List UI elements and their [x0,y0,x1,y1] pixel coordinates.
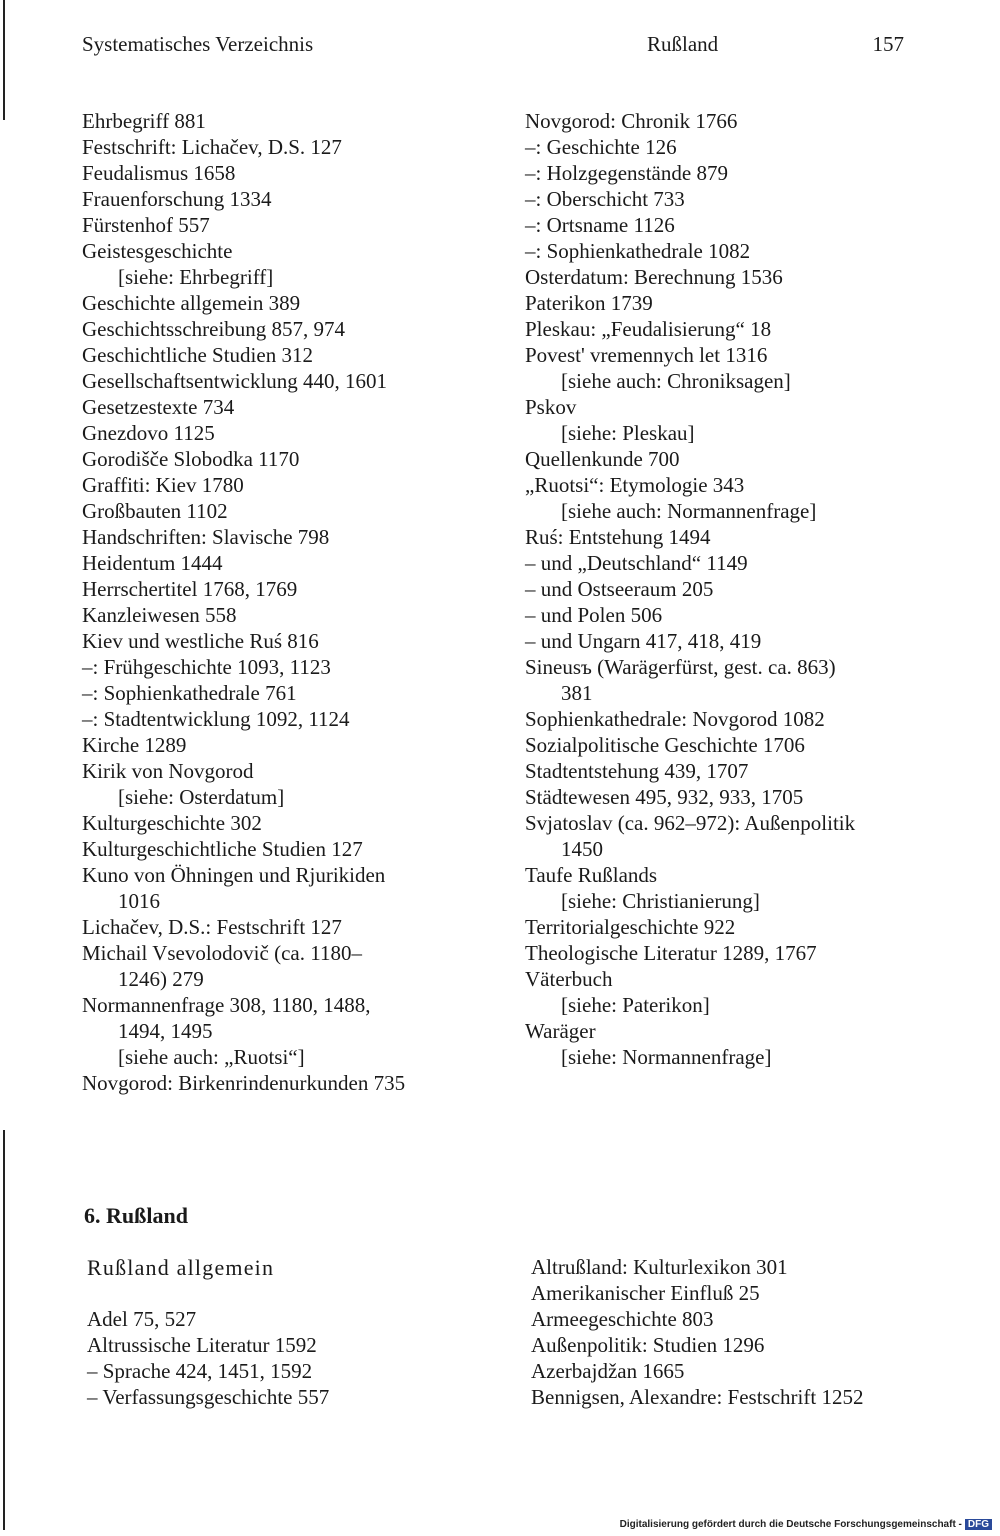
index-entry: Geistesgeschichte [82,239,233,263]
index-entry: [siehe: Osterdatum] [118,785,285,809]
index-entry: Amerikanischer Einfluß 25 [531,1281,760,1305]
index-entry: Städtewesen 495, 932, 933, 1705 [525,785,804,809]
index-entry: Frauenforschung 1334 [82,187,272,211]
index-entry: Gorodišče Slobodka 1170 [82,447,300,471]
section-heading: 6. Rußland [84,1203,188,1228]
index-entry: Paterikon 1739 [525,291,653,315]
index-entry: Sozialpolitische Geschichte 1706 [525,733,805,757]
index-entry: [siehe: Ehrbegriff] [118,265,274,289]
index-entry: Väterbuch [525,967,613,991]
running-head-title: Systematisches Verzeichnis [82,32,314,56]
index-column-2 [525,108,925,1070]
index-entry: Novgorod: Chronik 1766 [525,109,738,133]
index-entry: Quellenkunde 700 [525,447,680,471]
footer-text: Digitalisierung gefördert durch die Deutsche Forschungsgemeinschaft - [619,1519,962,1530]
index-entry: –: Frühgeschichte 1093, 1123 [82,655,331,679]
index-entry: Außenpolitik: Studien 1296 [531,1333,765,1357]
index-entry: Bennigsen, Alexandre: Festschrift 1252 [531,1385,864,1409]
index-entry: Novgorod: Birkenrindenurkunden 735 [82,1071,406,1095]
index-entry: Gesetzestexte 734 [82,395,235,419]
index-entry: Kulturgeschichte 302 [82,811,262,835]
index-entry: Waräger [525,1019,596,1043]
index-entry: Pskov [525,395,577,419]
index-entry: Geschichtsschreibung 857, 974 [82,317,346,341]
index-entry: Kuno von Öhningen und Rjurikiden [82,863,386,887]
running-head-section: Rußland [647,32,719,56]
index-entry: Normannenfrage 308, 1180, 1488, [82,993,371,1017]
left-margin-line-top [3,0,5,120]
index-entry: Svjatoslav (ca. 962–972): Außenpolitik [525,811,856,835]
index-entry: Sophienkathedrale: Novgorod 1082 [525,707,825,731]
index-entry: [siehe: Pleskau] [561,421,695,445]
index-entry: Territorialgeschichte 922 [525,915,736,939]
index-column-3 [87,1306,487,1410]
index-entry: – und Polen 506 [525,603,663,627]
index-entry: Gnezdovo 1125 [82,421,215,445]
index-entry: „Ruotsi“: Etymologie 343 [525,473,745,497]
index-entry: –: Holzgegenstände 879 [525,161,728,185]
section-subheading: Rußland allgemein [87,1255,275,1280]
index-entry: –: Geschichte 126 [525,135,677,159]
index-entry: 1494, 1495 [118,1019,213,1043]
index-entry: [siehe: Paterikon] [561,993,710,1017]
index-entry: Heidentum 1444 [82,551,223,575]
index-entry: Ruś: Entstehung 1494 [525,525,711,549]
index-entry: Graffiti: Kiev 1780 [82,473,244,497]
index-entry: – Sprache 424, 1451, 1592 [87,1359,313,1383]
index-entry: Adel 75, 527 [87,1307,197,1331]
index-entry: Kiev und westliche Ruś 816 [82,629,319,653]
index-entry: –: Oberschicht 733 [525,187,685,211]
index-entry: Sineusъ (Warägerfürst, gest. ca. 863) [525,655,836,679]
index-entry: [siehe auch: Chroniksagen] [561,369,791,393]
index-entry: [siehe auch: „Ruotsi“] [118,1045,305,1069]
page-header [82,32,904,62]
index-entry: – Verfassungsgeschichte 557 [87,1385,330,1409]
index-entry: Geschichtliche Studien 312 [82,343,313,367]
digitization-footer [620,1519,992,1530]
index-column-4 [531,1254,931,1410]
index-entry: Michail Vsevolodovič (ca. 1180– [82,941,362,965]
index-entry: 1450 [561,837,603,861]
index-entry: Kanzleiwesen 558 [82,603,237,627]
index-entry: Altrußland: Kulturlexikon 301 [531,1255,788,1279]
index-entry: Fürstenhof 557 [82,213,210,237]
index-entry: –: Sophienkathedrale 1082 [525,239,751,263]
index-entry: Handschriften: Slavische 798 [82,525,330,549]
index-entry: Gesellschaftsentwicklung 440, 1601 [82,369,388,393]
index-entry: Großbauten 1102 [82,499,228,523]
left-margin-line-bottom [3,1130,5,1530]
index-entry: Altrussische Literatur 1592 [87,1333,317,1357]
index-entry: Stadtentstehung 439, 1707 [525,759,749,783]
index-entry: –: Stadtentwicklung 1092, 1124 [82,707,350,731]
index-entry: Taufe Rußlands [525,863,658,887]
index-entry: Herrschertitel 1768, 1769 [82,577,298,601]
page-number: 157 [872,32,904,56]
index-entry: Osterdatum: Berechnung 1536 [525,265,783,289]
index-entry: Azerbajdžan 1665 [531,1359,685,1383]
index-entry: Armeegeschichte 803 [531,1307,714,1331]
index-entry: Pleskau: „Feudalisierung“ 18 [525,317,772,341]
index-entry: – und Ungarn 417, 418, 419 [525,629,762,653]
index-entry: Kirche 1289 [82,733,187,757]
index-entry: Theologische Literatur 1289, 1767 [525,941,817,965]
index-entry: [siehe auch: Normannenfrage] [561,499,817,523]
index-entry: 381 [561,681,593,705]
index-entry: Geschichte allgemein 389 [82,291,301,315]
index-entry: –: Ortsname 1126 [525,213,675,237]
index-entry: Lichačev, D.S.: Festschrift 127 [82,915,342,939]
index-entry: [siehe: Christianierung] [561,889,760,913]
index-entry: 1246) 279 [118,967,204,991]
index-entry: Povest' vremennych let 1316 [525,343,768,367]
index-entry: 1016 [118,889,160,913]
index-column-1 [82,108,472,1096]
index-entry: Kulturgeschichtliche Studien 127 [82,837,363,861]
index-entry: Ehrbegriff 881 [82,109,206,133]
index-entry: [siehe: Normannenfrage] [561,1045,772,1069]
index-entry: Feudalismus 1658 [82,161,236,185]
dfg-logo: DFG [965,1519,992,1530]
index-entry: – und „Deutschland“ 1149 [525,551,748,575]
index-entry: –: Sophienkathedrale 761 [82,681,297,705]
index-entry: Kirik von Novgorod [82,759,254,783]
index-entry: Festschrift: Lichačev, D.S. 127 [82,135,342,159]
index-entry: – und Ostseeraum 205 [525,577,714,601]
